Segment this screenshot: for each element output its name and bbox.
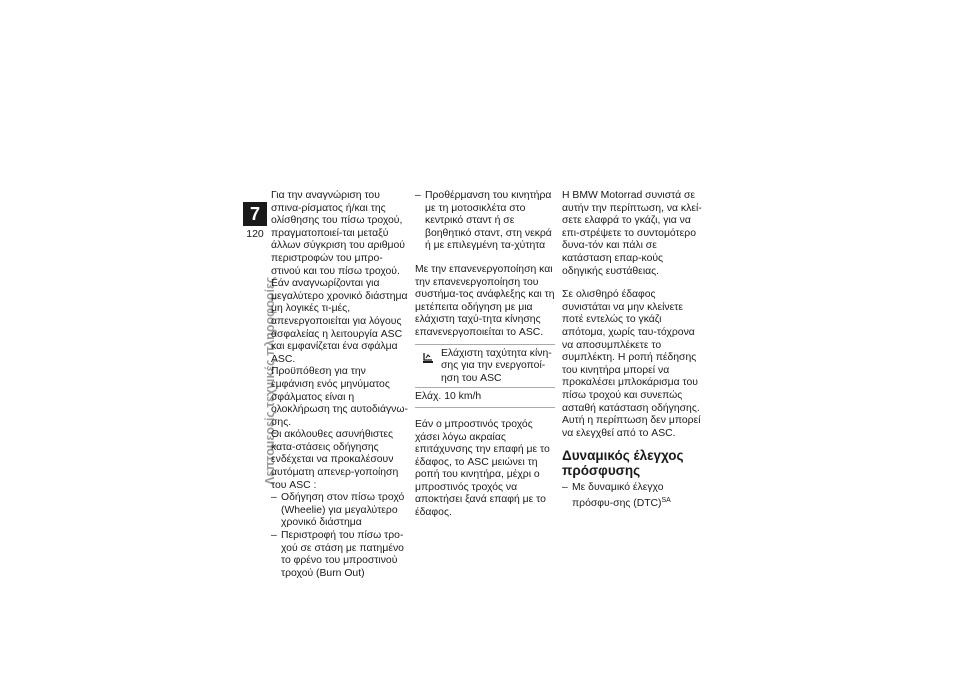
- list-item-text: Προθέρμανση του κινητήρα με τη μοτοσικλέτα στο κεντρικό σταντ ή σε βοηθητικό σταντ, στη νεκρά ή με επιλεγμένη τα-χύτητα: [425, 190, 552, 252]
- list-item-text: Περιστροφή του πίσω τρο-χού σε στάση με πατημένο το φρένο του μπροστινού τροχού (Burn Out): [281, 530, 404, 579]
- option-superscript: SA: [661, 496, 671, 504]
- paragraph: Η BMW Motorrad συνιστά σε αυτήν την περίπτωση, να κλεί-σετε ελαφρά το γκάζι, για να επι-στρέψετε το συντομότερο δυνα-τόν και πάλι σε κατάσταση επαρ-κούς οδηγικής ευστάθειας.: [562, 190, 702, 277]
- spec-box: [415, 344, 555, 408]
- section-heading: Δυναμικός έλεγχος πρόσφυσης: [562, 448, 684, 479]
- dash-marker: –: [271, 492, 277, 504]
- dash-marker: –: [562, 482, 568, 494]
- dash-marker: –: [271, 530, 277, 542]
- paragraph: Σε ολισθηρό έδαφος συνιστάται να μην κλείνετε ποτέ εντελώς το γκάζι απότομα, χωρίς ταυ-τόχρονα να αποσυμπλέκετε το συμπλέκτη. Η ροπή πέδησης του κινητήρα μπορεί να προκαλέσει μπλοκάρισμα του πίσω τροχού και συνεπώς ασταθή κατάσταση οδήγησης. Αυτή η περίπτωση δεν μπορεί να ελεγχθεί από το ASC.: [562, 289, 701, 439]
- spec-value: Ελάχ. 10 km/h: [415, 387, 555, 404]
- list-item: [415, 190, 555, 253]
- chapter-title-vertical: [247, 245, 277, 485]
- paragraph: Προϋπόθεση για την εμφάνιση ενός μηνύματος σφάλματος είναι η ολοκλήρωση της αυτοδιάγνω-σης.: [271, 366, 408, 428]
- paragraph: Με την επανενεργοποίηση και την επανενεργοποίηση του συστήμα-τος ανάφλεξης και τη μετέπειτα οδήγηση με μια ελάχιστη ταχύ-τητα κίνησης επανενεργοποιείται το ASC.: [415, 263, 555, 338]
- text-column-3: [562, 190, 702, 510]
- list-item-text: Με δυναμικό έλεγχο πρόσφυ-σης (DTC): [572, 482, 664, 509]
- text-column-2: [415, 190, 555, 520]
- paragraph: Εάν ο μπροστινός τροχός χάσει λόγω ακραίας επιτάχυνσης την επαφή με το έδαφος, το ASC μειώνει τη ροπή του κινητήρα, μέχρι ο μπροστινός τροχός να αποκτήσει ξανά επαφή με το έδαφος.: [415, 418, 550, 519]
- dash-marker: –: [415, 190, 421, 201]
- chapter-title-text: Λεπτομερείς τεχνικές πληροφορίες: [263, 276, 277, 485]
- list-item: [271, 530, 411, 580]
- speedometer-icon: [415, 348, 441, 386]
- spec-label: Ελάχιστη ταχύτητα κίνη-σης για την ενεργοποί-ηση του ASC: [441, 347, 552, 384]
- page-number: 120: [246, 228, 264, 240]
- paragraph: Για την αναγνώριση του σπινα-ρίσματος ή/και της ολίσθησης του πίσω τροχού, πραγματοποιεί-ται μεταξύ άλλων σύγκριση του αριθμού περιστροφών του μπρο-στινού και του πίσω τροχού. Εάν αναγνωρίζονται για μεγαλύτερο χρονικό διάστημα μη λογικές τι-μές, απενεργοποιείται για λόγους ασφαλείας η λειτουργία ASC και εμφανίζεται ένα σφάλμα ASC.: [271, 190, 408, 365]
- list-item: [271, 492, 411, 530]
- list-item-text: Οδήγηση στον πίσω τροχό (Wheelie) για μεγαλύτερο χρονικό διάστημα: [281, 492, 405, 529]
- paragraph: Οι ακόλουθες ασυνήθιστες κατα-στάσεις οδήγησης ενδέχεται να προκαλέσουν αυτόματη απενερ-γοποίηση του ASC :: [271, 429, 399, 491]
- chapter-number-badge: 7: [243, 202, 267, 226]
- list-item: [562, 482, 702, 510]
- text-column-1: [271, 190, 411, 580]
